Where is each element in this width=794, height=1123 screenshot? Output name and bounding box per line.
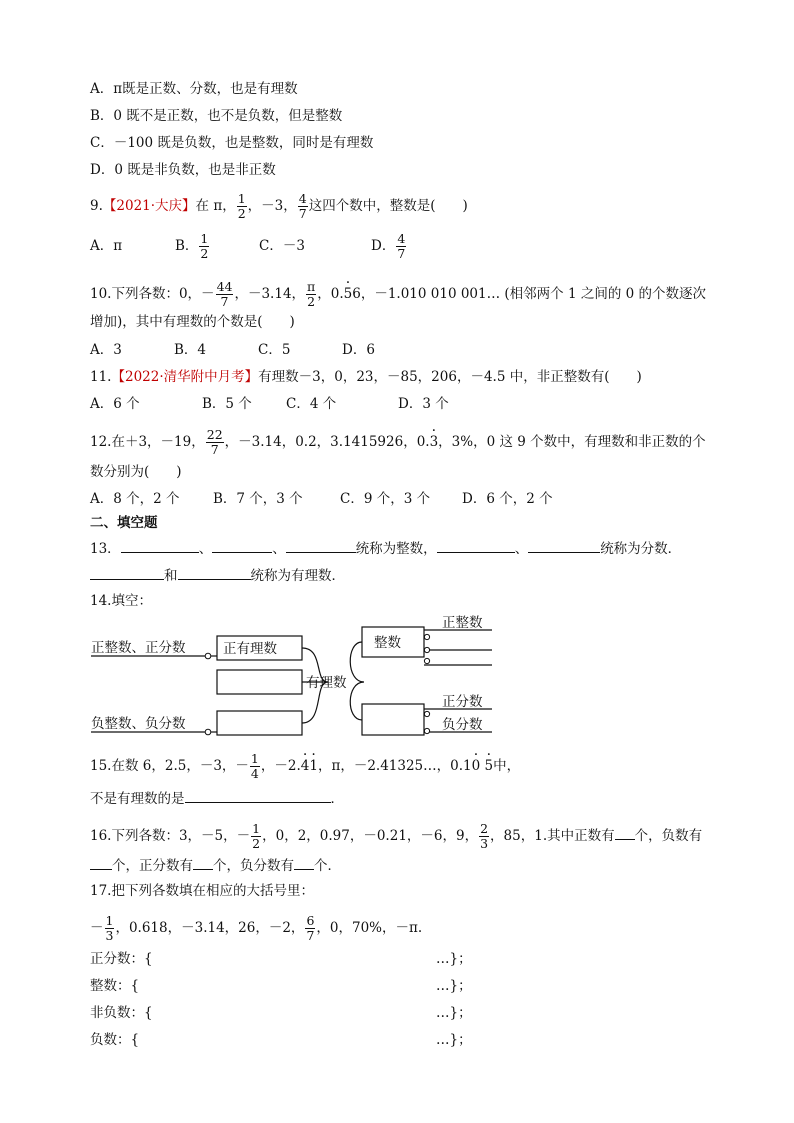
q11-option-a: A．6 个 <box>90 396 140 412</box>
fraction: $\frac{1}{2}$ <box>237 191 246 221</box>
q9-option-d: D． $\frac{4}{7}$ <box>371 231 406 261</box>
q12-text: ，－3.14，0.2，3.1415926，0. <box>224 434 430 450</box>
fraction: $\frac{\pi}{2}$ <box>307 279 316 309</box>
left-bottom-label: 负整数、负分数 <box>91 716 186 732</box>
q13-line1 <box>90 538 681 558</box>
q17-row-negative[interactable] <box>90 1031 472 1049</box>
q10-text: 6，－1.010 010 001… (相邻两个 1 之间的 0 的个数逐次 <box>352 286 706 302</box>
answer-blank[interactable] <box>178 565 251 580</box>
q12-option-d: D．6 个，2 个 <box>462 491 553 507</box>
answer-box <box>217 711 302 735</box>
q10-stem-cont: 增加)，其中有理数的个数是( ) <box>90 314 295 330</box>
q12-options <box>90 490 553 508</box>
q16-text: 16.下列各数：3，－5，－ <box>90 828 251 844</box>
q11-option-d: D．3 个 <box>398 396 449 412</box>
q17-text: ，0，70%，－π. <box>316 920 423 936</box>
left-top-label: 正整数、正分数 <box>91 640 186 656</box>
answer-blank[interactable] <box>528 538 600 553</box>
q17-numbers <box>90 914 422 943</box>
q12-text: 12.在＋3，－19， <box>90 434 205 450</box>
q15-text: ． <box>330 791 344 807</box>
q16-text: ，0，2，0.97，－0.21，－6，9， <box>262 828 479 844</box>
q16-text: ，85，1.其中正数有 <box>490 828 615 844</box>
q10-text: ，－3.14， <box>234 286 306 302</box>
separator: 、 <box>198 541 213 557</box>
section-title: 二、填空题 <box>90 515 158 531</box>
q15-answer-line <box>90 788 344 808</box>
q12-text: ，3%，0 这 9 个数中，有理数和非正数的个 <box>438 434 706 450</box>
q11-option-b: B．5 个 <box>202 396 252 412</box>
q13-text: 统称为整数， <box>355 541 437 557</box>
q11-stem <box>90 368 642 386</box>
q17-row-non-negative[interactable] <box>90 1004 472 1022</box>
q12-option-b: B．7 个，3 个 <box>213 491 303 507</box>
q15-text: 中， <box>493 758 521 774</box>
answer-blank[interactable] <box>615 825 635 840</box>
q13-number: 13． <box>90 541 121 557</box>
q8-option-b: B．0 既不是正数，也不是负数，但是整数 <box>90 108 343 124</box>
repeating-digit: · 1 <box>309 757 318 775</box>
q9-number: 9. <box>90 198 103 214</box>
repeating-digit: · 5 <box>344 285 353 303</box>
row-end: …}； <box>436 978 472 994</box>
answer-box <box>217 670 302 694</box>
q16-stem-cont <box>90 855 341 875</box>
q16-stem <box>90 822 702 851</box>
q15-text: ，π，－2.41325…，0.1 <box>317 758 472 774</box>
q10-text: ，0. <box>317 286 344 302</box>
q15-stem <box>90 752 520 781</box>
answer-blank[interactable] <box>90 855 112 870</box>
q17-row-positive-fraction[interactable] <box>90 950 472 968</box>
q11-option-c: C．4 个 <box>286 396 337 412</box>
row-label: 正分数：{ <box>90 951 153 967</box>
box-label-positive-rational: 正有理数 <box>223 641 277 657</box>
q10-option-b: B．4 <box>174 342 207 358</box>
repeating-digit: · 4 <box>301 757 310 775</box>
q16-text: 个，正分数有 <box>112 858 193 874</box>
q14-stem: 14.填空： <box>90 593 152 609</box>
q16-text: 个． <box>314 858 341 874</box>
q13-text: 统称为有理数． <box>250 568 345 584</box>
row-label: 非负数：{ <box>90 1005 153 1021</box>
fraction: $\frac{44}{7}$ <box>216 279 233 309</box>
answer-blank[interactable] <box>437 538 515 553</box>
q12-option-c: C．9 个，3 个 <box>340 491 431 507</box>
q8-option-d: D．0 既是非负数，也是非正数 <box>90 162 276 178</box>
fraction: $\frac{1}{2}$ <box>252 821 261 851</box>
fraction: $\frac{1}{3}$ <box>105 913 114 943</box>
q9-text: 在 π， <box>195 198 236 214</box>
row-label: 整数：{ <box>90 978 140 994</box>
q11-options <box>90 395 449 413</box>
q10-stem <box>90 280 706 309</box>
repeating-digit: · 5 <box>485 757 494 775</box>
repeating-digit: · 3 <box>430 433 439 451</box>
q16-text: 个，负分数有 <box>213 858 294 874</box>
q15-text: 15.在数 6，2.5，－3，－ <box>90 758 249 774</box>
q10-option-d: D．6 <box>342 342 375 358</box>
q8-option-a: A．π既是正数、分数，也是有理数 <box>90 81 298 97</box>
q13-text: 统称为分数． <box>600 541 682 557</box>
row-end: …}； <box>436 1005 472 1021</box>
q12-stem <box>90 428 706 457</box>
q17-text: ，0.618，－3.14，26，－2， <box>115 920 305 936</box>
q17-text: － <box>90 920 104 936</box>
answer-blank[interactable] <box>90 565 164 580</box>
q11-text: 有理数－3，0，23，－85，206，－4.5 中，非正整数有( ) <box>258 369 642 385</box>
q9-option-c: C．－3 <box>259 238 305 254</box>
q10-text: 10.下列各数：0，－ <box>90 286 215 302</box>
q9-text: 这四个数中，整数是( ) <box>308 198 468 214</box>
q16-text: 个，负数有 <box>634 828 703 844</box>
q12-stem-cont: 数分别为( ) <box>90 464 182 480</box>
right-label-negative-fraction: 负分数 <box>442 717 483 733</box>
fraction: $\frac{6}{7}$ <box>306 913 315 943</box>
q10-option-c: C．5 <box>258 342 291 358</box>
q9-options <box>90 232 407 261</box>
separator: 、 <box>272 541 286 557</box>
q13-line2 <box>90 565 345 585</box>
q10-option-a: A．3 <box>90 342 122 358</box>
row-end: …}； <box>436 951 472 967</box>
q9-option-a: A．π <box>90 238 123 254</box>
q9-stem <box>90 192 468 221</box>
q15-text: 不是有理数的是 <box>90 791 185 807</box>
q15-text: ，－2. <box>260 758 301 774</box>
q10-options <box>90 341 375 359</box>
fraction: $\frac{1}{4}$ <box>250 751 259 781</box>
answer-blank[interactable] <box>286 538 356 553</box>
right-label-positive-fraction: 正分数 <box>442 694 483 710</box>
row-label: 负数：{ <box>90 1032 140 1048</box>
q12-option-a: A．8 个，2 个 <box>90 491 180 507</box>
q17-row-integer[interactable] <box>90 977 472 995</box>
right-label-positive-integer: 正整数 <box>442 615 483 631</box>
q9-option-b: B． $\frac{1}{2}$ <box>175 231 209 261</box>
rational-number-tree-diagram <box>88 610 498 740</box>
answer-blank[interactable] <box>212 538 272 553</box>
fraction: $\frac{2}{3}$ <box>480 821 489 851</box>
separator: 、 <box>514 541 529 557</box>
answer-blank[interactable] <box>294 855 314 870</box>
fraction: $\frac{4}{7}$ <box>298 191 307 221</box>
q17-stem: 17.把下列各数填在相应的大括号里： <box>90 883 314 899</box>
q11-number: 11. <box>90 369 112 385</box>
answer-blank[interactable] <box>185 788 331 803</box>
box-label-integer: 整数 <box>374 635 401 651</box>
center-label-rational: 有理数 <box>306 675 347 691</box>
q11-source-tag: 【2022·清华附中月考】 <box>111 369 259 385</box>
answer-blank[interactable] <box>121 538 199 553</box>
q9-source-tag: 【2021·大庆】 <box>102 198 196 214</box>
q13-text: 和 <box>164 568 178 584</box>
q9-text: ，－3， <box>247 198 297 214</box>
row-end: …}； <box>436 1032 472 1048</box>
answer-blank[interactable] <box>193 855 213 870</box>
answer-box <box>362 704 424 735</box>
q8-option-c: C．－100 既是负数，也是整数，同时是有理数 <box>90 135 374 151</box>
fraction: $\frac{22}{7}$ <box>206 427 223 457</box>
repeating-digit: · 0 <box>472 757 481 775</box>
